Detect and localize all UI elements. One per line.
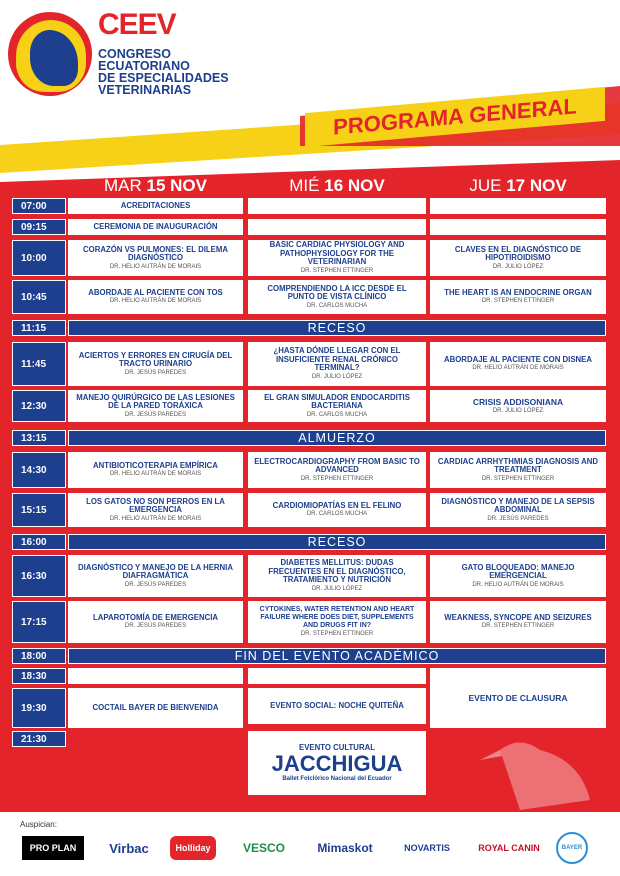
time-slot: 10:45 [12,280,66,314]
session-speaker: DR. HELIO AUTRÁN DE MORAIS [472,581,564,588]
break-bar: RECESO [68,534,606,550]
session-cell [68,688,243,728]
day-header-wed [248,176,426,196]
session-cell [68,555,243,597]
session-title: COCTAIL BAYER DE BIENVENIDA [92,702,219,712]
session-title: COMPRENDIENDO LA ICC DESDE EL PUNTO DE VISTA CLÍNICO [267,283,407,301]
session-title: DIABETES MELLITUS: DUDAS FRECUENTES EN EL DIAGNÓSTICO, TRATAMIENTO Y NUTRICIÓN [268,558,406,585]
session-title: MANEJO QUIRÚRGICO DE LAS LESIONES DE LA PARED TORÁXICA [76,392,235,410]
session-cell [68,219,243,235]
session-title: EL GRAN SIMULADOR ENDOCARDITIS BACTERIANA [264,392,410,410]
session-speaker: DR. HELIO AUTRÁN DE MORAIS [109,515,202,522]
session-title: ANTIBIOTICOTERAPIA EMPÍRICA [93,460,218,470]
time-slot: 11:15 [12,320,66,336]
session-title: CLAVES EN EL DIAGNÓSTICO DE HIPOTIROIDISMO [454,244,582,262]
time-slot: 19:30 [12,688,66,728]
session-speaker: DR. JESÚS PAREDES [124,581,187,588]
session-title: ACIERTOS Y ERRORES EN CIRUGÍA DEL TRACTO URINARIO [78,350,233,368]
session-title: GATO BLOQUEADO: MANEJO EMERGENCIAL [461,562,575,580]
logo-title: CEEV [98,8,176,41]
session-cell [248,688,426,724]
time-slot: 18:30 [12,668,66,684]
session-title: ABORDAJE AL PACIENTE CON TOS [88,287,223,297]
bird-illustration [480,730,610,812]
logo-line: DE ESPECIALIDADES [98,71,229,85]
session-cell [248,342,426,386]
time-slot: 17:15 [12,601,66,643]
session-cell [68,390,243,422]
session-speaker: DR. STEPHEN ETTINGER [300,630,374,637]
session-speaker: DR. HELIO AUTRÁN DE MORAIS [472,365,564,372]
session-cell [430,342,606,386]
empty-cell [248,668,426,684]
session-speaker: DR. CARLOS MUCHA [306,302,368,309]
day-date: 17 NOV [506,176,567,195]
session-speaker: DR. JULIO LÓPEZ [492,407,544,414]
session-cell [430,601,606,643]
session-cell [68,601,243,643]
session-cell [430,555,606,597]
day-header-tue [68,176,243,196]
sponsor-logo: NOVARTIS [404,843,450,853]
time-slot: 09:15 [12,219,66,235]
time-slot: 13:15 [12,430,66,446]
break-bar: RECESO [68,320,606,336]
session-cell [248,390,426,422]
session-title: LOS GATOS NO SON PERROS EN LA EMERGENCIA [86,496,225,514]
header [0,0,620,170]
session-title: THE HEART IS AN ENDOCRINE ORGAN [444,287,592,297]
session-cell [68,240,243,276]
session-speaker: DR. JESÚS PAREDES [124,411,187,418]
session-cell [68,198,243,214]
time-slot: 16:30 [12,555,66,597]
session-cell [248,601,426,643]
session-title: ELECTROCARDIOGRAPHY FROM BASIC TO ADVANCED [254,456,420,474]
session-title: CORAZÓN VS PULMONES: EL DILEMA DIAGNÓSTICO [83,244,228,262]
session-cell [248,280,426,314]
session-title: WEAKNESS, SYNCOPE AND SEIZURES [444,612,592,622]
day-weekday: MIÉ [289,176,320,195]
time-slot: 11:45 [12,342,66,386]
session-cell [430,280,606,314]
sponsor-logo: BAYER [556,832,588,864]
sponsor-logo: ROYAL CANIN [478,843,540,853]
session-title: DIAGNÓSTICO Y MANEJO DE LA SEPSIS ABDOMINAL [441,496,595,514]
session-speaker: DR. STEPHEN ETTINGER [300,475,374,482]
session-title: LAPAROTOMÍA DE EMERGENCIA [92,612,219,622]
day-weekday: MAR [104,176,142,195]
session-title: EVENTO SOCIAL: NOCHE QUITEÑA [270,700,404,710]
time-slot: 14:30 [12,452,66,488]
session-title: CEREMONIA DE INAUGURACIÓN [93,221,218,231]
logo-line: VETERINARIAS [98,83,192,97]
cultural-brand: JACCHIGUA [271,751,403,777]
cultural-event-cell [248,731,426,795]
session-speaker: DR. CARLOS MUCHA [306,511,368,518]
time-slot: 21:30 [12,731,66,747]
session-cell [430,668,606,728]
logo-line: CONGRESO [98,47,171,61]
empty-cell [68,668,243,684]
logo-subtitle [98,48,278,96]
session-title: BASIC CARDIAC PHYSIOLOGY AND PATHOPHYSIOLOGY FOR THE VETERINARIAN [269,240,405,267]
day-header-thu [430,176,606,196]
session-speaker: DR. STEPHEN ETTINGER [481,623,555,630]
session-title: DIAGNÓSTICO Y MANEJO DE LA HERNIA DIAFRAGMÁTICA [78,562,233,580]
session-cell [430,390,606,422]
end-academic-bar: FIN DEL EVENTO ACADÉMICO [68,648,606,664]
session-cell [248,452,426,488]
time-slot: 07:00 [12,198,66,214]
sponsors-label: Auspician: [20,820,57,829]
session-speaker: DR. JULIO LÓPEZ [311,373,363,380]
session-speaker: DR. JESÚS PAREDES [124,369,187,376]
empty-cell [430,219,606,235]
session-speaker: DR. JESÚS PAREDES [487,515,549,522]
session-title: ABORDAJE AL PACIENTE CON DISNEA [443,354,592,364]
session-cell [248,493,426,527]
day-date: 16 NOV [324,176,385,195]
session-speaker: DR. STEPHEN ETTINGER [481,298,555,305]
cultural-subtitle: Ballet Folclórico Nacional del Ecuador [282,776,392,783]
session-title: CARDIAC ARRHYTHMIAS DIAGNOSIS AND TREATMENT [437,456,599,474]
session-speaker: DR. JESÚS PAREDES [124,623,187,630]
page-title: PROGRAMA GENERAL [333,93,577,140]
session-speaker: DR. STEPHEN ETTINGER [481,475,555,482]
session-speaker: DR. HELIO AUTRÁN DE MORAIS [109,298,202,305]
session-cell [248,240,426,276]
sponsor-logo: VESCO [242,841,285,855]
session-cell [430,452,606,488]
session-title: CARDIOMIOPATÍAS EN EL FELINO [272,500,402,510]
empty-cell [430,198,606,214]
session-speaker: DR. CARLOS MUCHA [306,411,368,418]
time-slot: 16:00 [12,534,66,550]
session-cell [430,493,606,527]
session-speaker: DR. JULIO LÓPEZ [311,585,363,592]
session-speaker: DR. JULIO LÓPEZ [492,263,544,270]
session-title: CYTOKINES, WATER RETENTION AND HEART FAILURE WHERE DOES DIET, SUPPLEMENTS AND DRUGS FIT IN? [259,606,415,629]
session-cell [430,240,606,276]
session-speaker: DR. HELIO AUTRÁN DE MORAIS [109,471,202,478]
sponsor-logo: Mimaskot [317,841,373,855]
empty-cell [248,198,426,214]
session-speaker: DR. STEPHEN ETTINGER [300,267,374,274]
empty-cell [248,219,426,235]
session-cell [68,452,243,488]
sponsor-logo: Virbac [109,840,149,856]
time-slot: 12:30 [12,390,66,422]
logo-line: ECUATORIANO [98,59,190,73]
session-title: EVENTO DE CLAUSURA [468,692,568,703]
session-cell [68,342,243,386]
session-speaker: DR. HELIO AUTRÁN DE MORAIS [109,263,202,270]
session-title: ACREDITACIONES [120,200,191,210]
session-cell [68,280,243,314]
sponsor-logo: Holliday [170,836,216,860]
session-cell [68,493,243,527]
time-slot: 18:00 [12,648,66,664]
session-title: ¿HASTA DÓNDE LLEGAR CON EL INSUFICIENTE RENAL CRÓNICO TERMINAL? [273,346,401,373]
day-date: 15 NOV [146,176,207,195]
session-title: EVENTO CULTURAL [299,742,375,752]
session-title: CRISIS ADDISONIANA [472,396,564,407]
day-weekday: JUE [469,176,502,195]
session-cell [248,555,426,597]
time-slot: 15:15 [12,493,66,527]
time-slot: 10:00 [12,240,66,276]
sponsor-logo: PRO PLAN [22,836,84,860]
lunch-bar: ALMUERZO [68,430,606,446]
